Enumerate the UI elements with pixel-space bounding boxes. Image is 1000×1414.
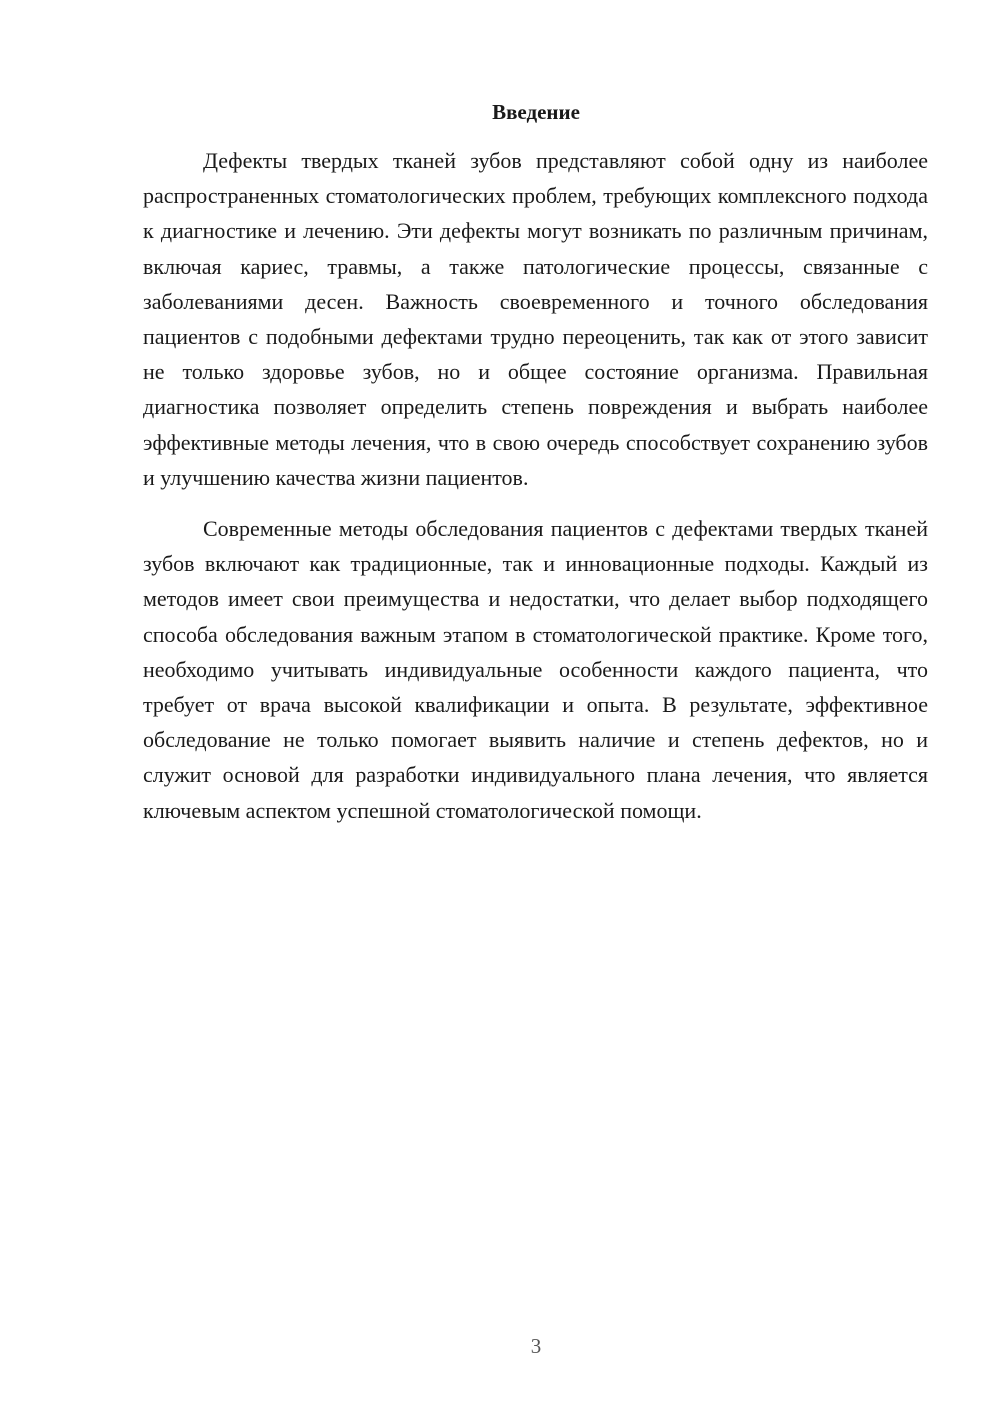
page-number: 3 — [530, 1334, 542, 1358]
body-text — [143, 143, 928, 828]
paragraph-2: Современные методы обследования пациентов с дефектами твердых тканей зубов включают как традиционные, так и инновационные подходы. Каждый из методов имеет свои преимущества и недостатки, что делает выбор подходящего способа обследования важным этапом в стоматологической практике. Кроме того, необходимо учитывать индивидуальные особенности каждого пациента, что требует от врача высокой квалификации и опыта. В результате, эффективное обследование не только помогает выявить наличие и степень дефектов, но и служит основой для разработки индивидуального плана лечения, что является ключевым аспектом успешной стоматологической помощи. — [143, 516, 928, 823]
paragraph-1: Дефекты твердых тканей зубов представляют собой одну из наиболее распространенных стоматологических проблем, требующих комплексного подхода к диагностике и лечению. Эти дефекты могут возникать по различным причинам, включая кариес, травмы, а также патологические процессы, связанные с заболеваниями десен. Важность своевременного и точного обследования пациентов с подобными дефектами трудно переоценить, так как от этого зависит не только здоровье зубов, но и общее состояние организма. Правильная диагностика позволяет определить степень повреждения и выбрать наиболее эффективные методы лечения, что в свою очередь способствует сохранению зубов и улучшению качества жизни пациентов. — [143, 148, 928, 490]
section-title: Введение — [492, 100, 580, 124]
